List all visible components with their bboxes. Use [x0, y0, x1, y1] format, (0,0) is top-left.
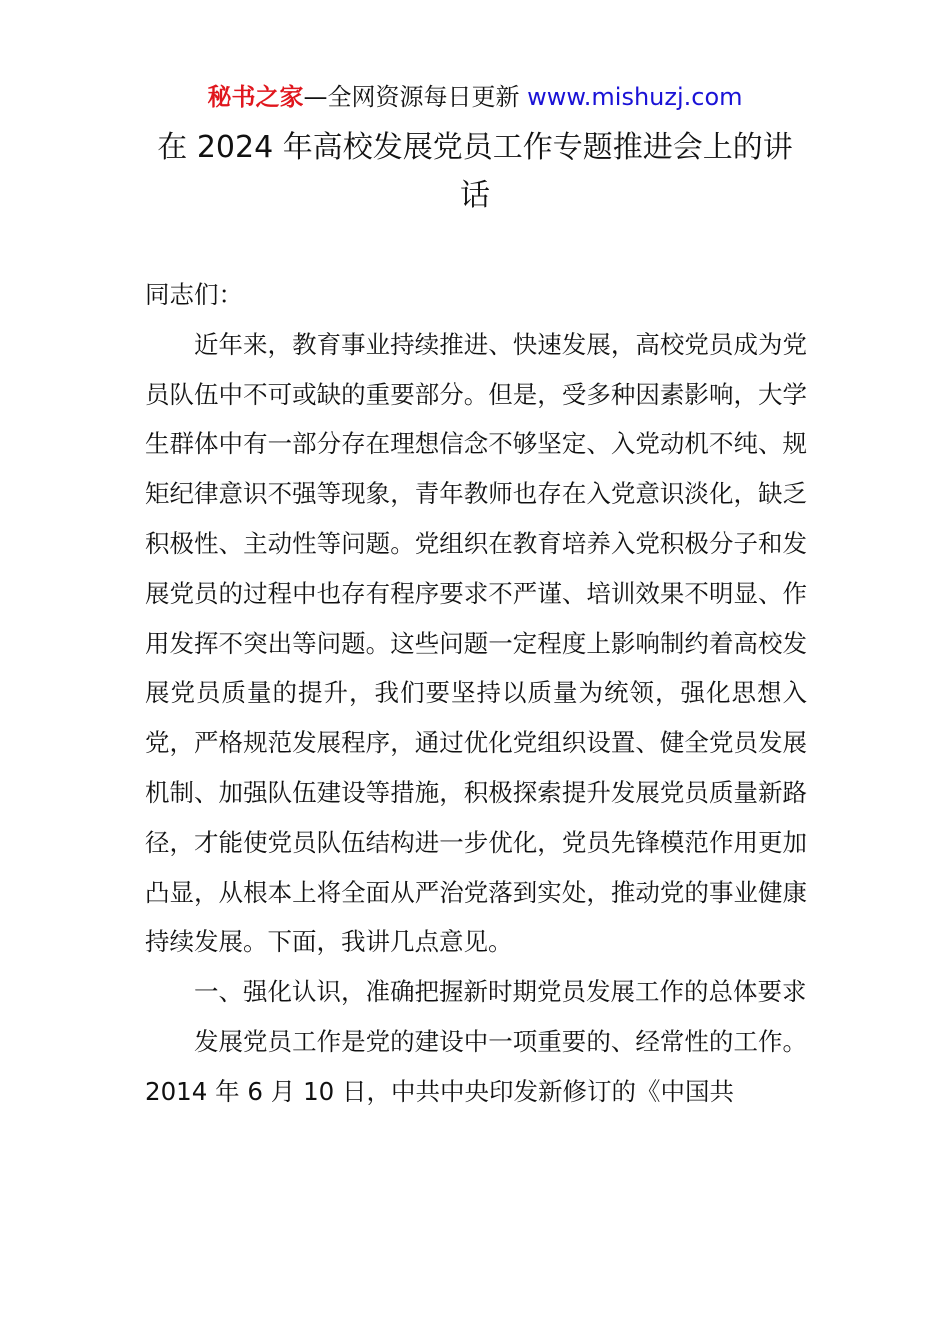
- section-heading: 一、强化认识，准确把握新时期党员发展工作的总体要求: [194, 977, 807, 1007]
- body-paragraph: 发展党员工作是党的建设中一项重要的、经常性的工作。2014 年 6 月 10 日，中共中央印发新修订的《中国共: [145, 1026, 807, 1106]
- site-banner: [0, 80, 950, 114]
- document-body: [145, 270, 807, 1117]
- salutation: 同志们：: [145, 280, 243, 309]
- site-slogan: —全网资源每日更新: [303, 83, 520, 111]
- site-brand: 秘书之家: [207, 83, 304, 111]
- document-title: 在 2024 年高校发展党员工作专题推进会上的讲话: [157, 130, 793, 213]
- site-url-link[interactable]: www.mishuzj.com: [527, 83, 743, 111]
- body-paragraph: 近年来，教育事业持续推进、快速发展，高校党员成为党员队伍中不可或缺的重要部分。但是，受多种因素影响，大学生群体中有一部分存在理想信念不够坚定、入党动机不纯、规矩纪律意识不强等现象，青年教师也存在入党意识淡化，缺乏积极性、主动性等问题。党组织在教育培养入党积极分子和发展党员的过程中也存有程序要求不严谨、培训效果不明显、作用发挥不突出等问题。这些问题一定程度上影响制约着高校发展党员质量的提升，我们要坚持以质量为统领，强化思想入党，严格规范发展程序，通过优化党组织设置、健全党员发展机制、加强队伍建设等措施，积极探索提升发展党员质量新路径，才能使党员队伍结构进一步优化，党员先锋模范作用更加凸显，从根本上将全面从严治党落到实处，推动党的事业健康持续发展。下面，我讲几点意见。: [145, 329, 807, 957]
